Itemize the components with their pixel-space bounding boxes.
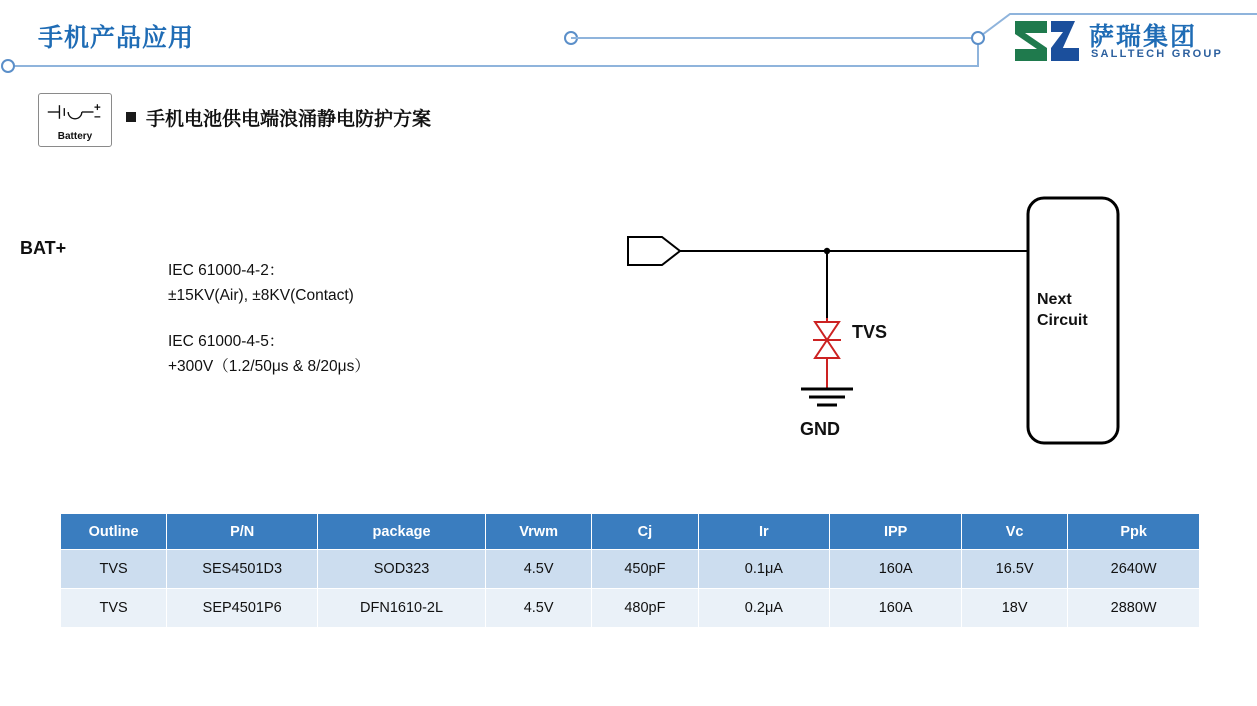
next-circuit-label-line2: Circuit bbox=[1037, 312, 1088, 329]
next-circuit-label-line1: Next bbox=[1037, 291, 1072, 308]
table-cell: SOD323 bbox=[318, 550, 486, 589]
spec-line-3: IEC 61000-4-5： bbox=[168, 333, 285, 350]
bat-plus-label: BAT+ bbox=[20, 238, 67, 258]
table-cell: 160A bbox=[830, 550, 962, 589]
logo-text-cn: 萨瑞集团 bbox=[1089, 23, 1198, 51]
tvs-diode-icon bbox=[813, 318, 841, 388]
parameter-table-wrapper bbox=[60, 513, 1200, 628]
tvs-label: TVS bbox=[852, 322, 888, 342]
table-cell: SEP4501P6 bbox=[167, 589, 318, 628]
table-header-cell: Ir bbox=[698, 514, 830, 550]
table-cell: 4.5V bbox=[486, 550, 592, 589]
table-header-cell: package bbox=[318, 514, 486, 550]
bat-connector-icon bbox=[628, 237, 680, 265]
table-cell: SES4501D3 bbox=[167, 550, 318, 589]
table-cell: 18V bbox=[962, 589, 1068, 628]
table-cell: TVS bbox=[61, 589, 167, 628]
next-circuit-label bbox=[1037, 289, 1088, 331]
table-cell: DFN1610-2L bbox=[318, 589, 486, 628]
table-cell: 0.2μA bbox=[698, 589, 830, 628]
table-row bbox=[61, 589, 1200, 628]
junction-node-icon bbox=[824, 248, 830, 254]
battery-icon-caption: Battery bbox=[57, 131, 93, 142]
table-header-cell: Cj bbox=[592, 514, 698, 550]
table-cell: TVS bbox=[61, 550, 167, 589]
table-header-cell: P/N bbox=[167, 514, 318, 550]
table-row bbox=[61, 550, 1200, 589]
table-cell: 2880W bbox=[1068, 589, 1200, 628]
parameter-table bbox=[60, 513, 1200, 628]
table-cell: 450pF bbox=[592, 550, 698, 589]
section-title: 手机电池供电端浪涌静电防护方案 bbox=[146, 109, 432, 130]
table-header-cell: Ppk bbox=[1068, 514, 1200, 550]
table-cell: 480pF bbox=[592, 589, 698, 628]
table-cell: 0.1μA bbox=[698, 550, 830, 589]
table-header-cell: Outline bbox=[61, 514, 167, 550]
table-header-row bbox=[61, 514, 1200, 550]
ground-symbol-icon bbox=[801, 389, 853, 405]
table-header-cell: Vc bbox=[962, 514, 1068, 550]
table-cell: 2640W bbox=[1068, 550, 1200, 589]
gnd-label: GND bbox=[800, 419, 840, 439]
table-cell: 16.5V bbox=[962, 550, 1068, 589]
table-header-cell: Vrwm bbox=[486, 514, 592, 550]
table-cell: 160A bbox=[830, 589, 962, 628]
spec-line-1: IEC 61000-4-2： bbox=[168, 262, 285, 279]
table-header-cell: IPP bbox=[830, 514, 962, 550]
spec-line-4: +300V（1.2/50μs & 8/20μs） bbox=[168, 358, 370, 375]
logo-text-en: SALLTECH GROUP bbox=[1091, 48, 1224, 60]
spec-line-2: ±15KV(Air), ±8KV(Contact) bbox=[168, 287, 354, 304]
page-title: 手机产品应用 bbox=[38, 24, 195, 52]
table-cell: 4.5V bbox=[486, 589, 592, 628]
